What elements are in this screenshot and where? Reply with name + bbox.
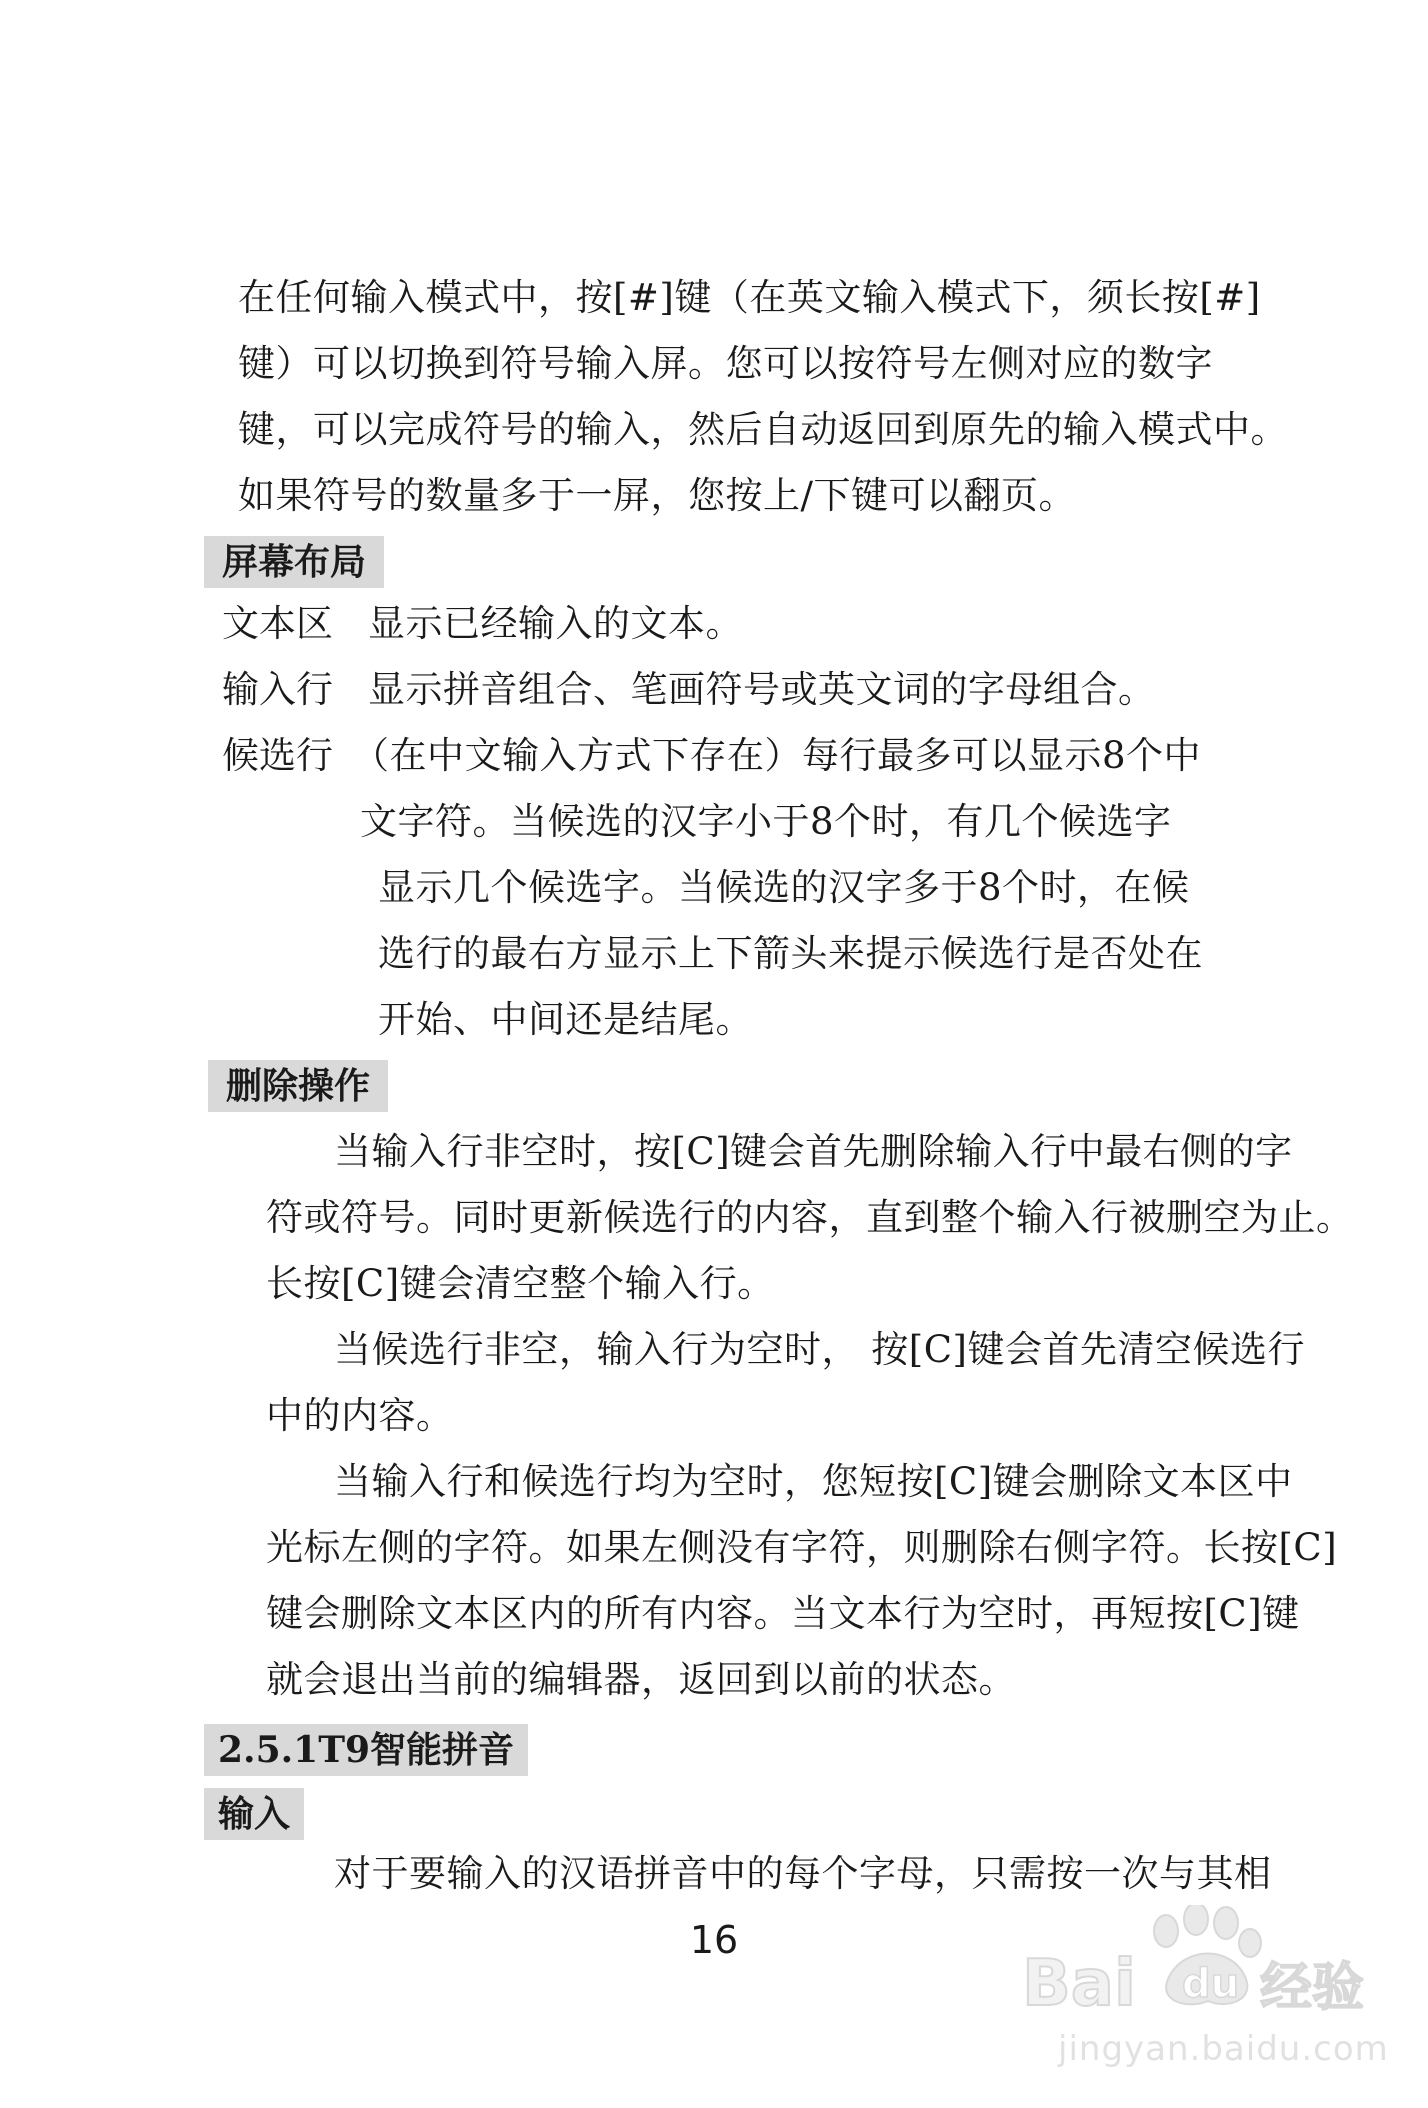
watermark-url: jingyan.baidu.com — [1058, 2029, 1389, 2069]
svg-text:du: du — [1182, 1961, 1240, 2007]
svg-text:经验: 经验 — [1260, 1958, 1365, 2018]
t9-line-1: 对于要输入的汉语拼音中的每个字母，只需按一次与其相 — [334, 1852, 1272, 1895]
def-candidate-line-5: 开始、中间还是结尾。 — [378, 998, 753, 1041]
baidu-jingyan-watermark — [1018, 1905, 1389, 2075]
delete-p3-line-2: 光标左侧的字符。如果左侧没有字符，则删除右侧字符。长按[C] — [266, 1526, 1338, 1569]
def-candidate-line-2: 文字符。当候选的汉字小于8个时，有几个候选字 — [360, 800, 1172, 843]
delete-p2-line-1: 当候选行非空，输入行为空时， 按[C]键会首先清空候选行 — [334, 1328, 1305, 1371]
delete-p1-line-1: 当输入行非空时，按[C]键会首先删除输入行中最右侧的字 — [334, 1130, 1293, 1173]
def-candidate-line-3: 显示几个候选字。当候选的汉字多于8个时，在候 — [378, 866, 1190, 909]
delete-p3-line-4: 就会退出当前的编辑器，返回到以前的状态。 — [266, 1658, 1016, 1701]
section-heading-delete: 删除操作 — [208, 1060, 388, 1112]
svg-text:Bai: Bai — [1022, 1947, 1136, 2021]
def-candidate-line-1: （在中文输入方式下存在）每行最多可以显示8个中 — [352, 734, 1202, 777]
baidu-paw-logo-icon — [1018, 1905, 1378, 2025]
section-heading-t9: 2.5.1T9智能拼音 — [204, 1724, 528, 1776]
delete-p1-line-3: 长按[C]键会清空整个输入行。 — [266, 1262, 775, 1305]
term-candidate-line: 候选行 — [222, 734, 333, 777]
page-number: 16 — [689, 1918, 739, 1962]
section-heading-screen-layout: 屏幕布局 — [204, 536, 384, 588]
delete-p3-line-3: 键会删除文本区内的所有内容。当文本行为空时，再短按[C]键 — [266, 1592, 1300, 1635]
def-text-area: 显示已经输入的文本。 — [368, 602, 743, 645]
delete-p2-line-2: 中的内容。 — [266, 1394, 454, 1437]
def-candidate-line-4: 选行的最右方显示上下箭头来提示候选行是否处在 — [378, 932, 1203, 975]
term-input-line: 输入行 — [222, 668, 333, 711]
intro-line-3: 键，可以完成符号的输入，然后自动返回到原先的输入模式中。 — [238, 408, 1288, 451]
def-input-line: 显示拼音组合、笔画符号或英文词的字母组合。 — [368, 668, 1156, 711]
subheading-input: 输入 — [204, 1788, 304, 1840]
delete-p3-line-1: 当输入行和候选行均为空时，您短按[C]键会删除文本区中 — [334, 1460, 1293, 1503]
intro-line-1: 在任何输入模式中，按[#]键（在英文输入模式下，须长按[#] — [238, 276, 1261, 319]
intro-line-2: 键）可以切换到符号输入屏。您可以按符号左侧对应的数字 — [238, 342, 1213, 385]
intro-line-4: 如果符号的数量多于一屏，您按上/下键可以翻页。 — [238, 474, 1076, 517]
delete-p1-line-2: 符或符号。同时更新候选行的内容，直到整个输入行被删空为止。 — [266, 1196, 1354, 1239]
term-text-area: 文本区 — [222, 602, 333, 645]
